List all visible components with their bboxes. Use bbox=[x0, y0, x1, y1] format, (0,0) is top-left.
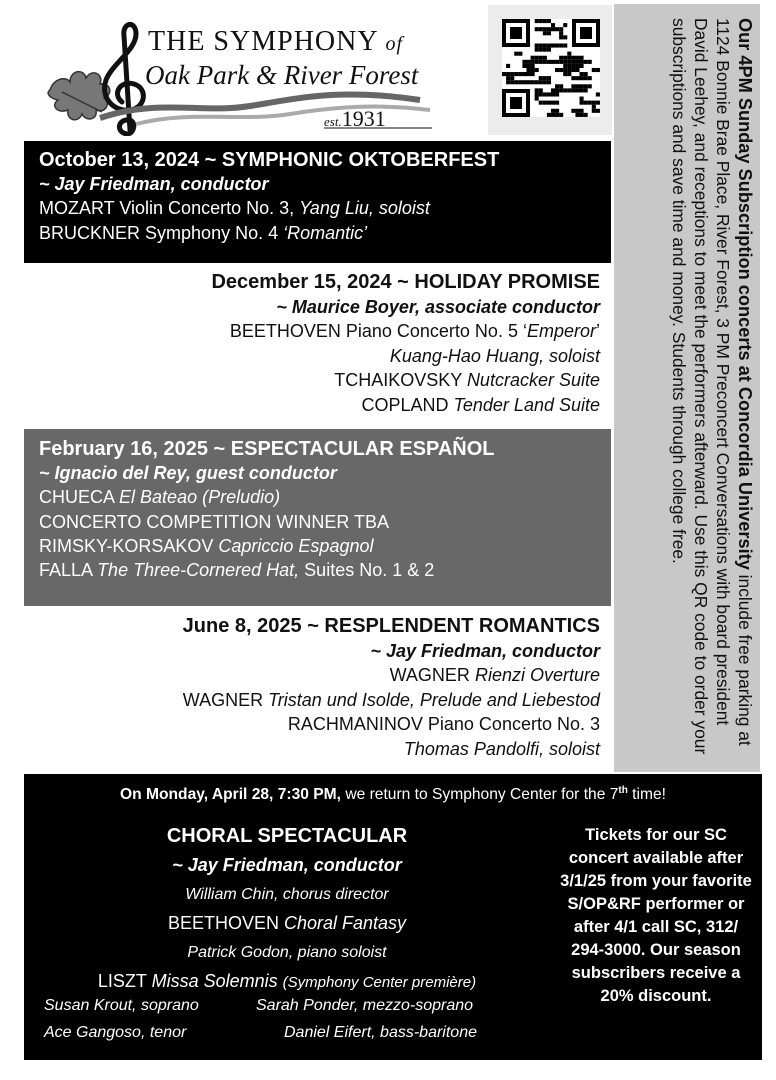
soloist: Patrick Godon, piano soloist bbox=[187, 944, 387, 961]
concert-resplendent-romantics bbox=[24, 614, 600, 761]
program-line: COPLAND Tender Land Suite bbox=[361, 394, 600, 415]
program-line: WAGNER Rienzi Overture bbox=[389, 665, 600, 685]
program-line: MOZART Violin Concerto No. 3, Yang Liu, soloist bbox=[39, 198, 430, 219]
conductor: ~ Jay Friedman, conductor bbox=[39, 174, 269, 195]
concert-heading: December 15, 2024 ~ HOLIDAY PROMISE bbox=[211, 271, 600, 293]
concert-heading: June 8, 2025 ~ RESPLENDENT ROMANTICS bbox=[182, 615, 600, 637]
program-line: WAGNER Tristan und Isolde, Prelude and Liebestod bbox=[182, 689, 600, 710]
concert-oktoberfest bbox=[24, 141, 611, 263]
logo-subtitle: Oak Park & River Forest bbox=[145, 60, 419, 90]
concert-heading: CHORAL SPECTACULAR bbox=[166, 825, 408, 847]
subscription-info-text bbox=[614, 4, 760, 772]
program-line: BEETHOVEN Choral Fantasy bbox=[167, 913, 407, 933]
concert-holiday-promise bbox=[24, 270, 600, 417]
symphony-logo bbox=[40, 18, 440, 136]
concert-espectacular-espanol bbox=[24, 429, 611, 606]
soloist: Ace Gangoso, tenor bbox=[44, 1024, 187, 1041]
program-line: RACHMANINOV Piano Concerto No. 3 bbox=[287, 714, 600, 734]
logo-established: est.1931 bbox=[324, 106, 386, 131]
soloist: Daniel Eifert, bass-baritone bbox=[284, 1024, 477, 1041]
conductor: ~ Jay Friedman, conductor bbox=[172, 855, 402, 875]
program-line: BRUCKNER Symphony No. 4 ‘Romantic’ bbox=[39, 222, 368, 243]
program-line: LISZT Missa Solemnis (Symphony Center première) bbox=[97, 971, 477, 991]
conductor: ~ Ignacio del Rey, guest conductor bbox=[39, 463, 337, 484]
symphony-center-announcement: On Monday, April 28, 7:30 PM, we return to Symphony Center for the 7th time! bbox=[120, 785, 666, 804]
choral-spectacular bbox=[32, 822, 542, 997]
conductor: ~ Maurice Boyer, associate conductor bbox=[276, 296, 600, 317]
subscription-body: include free parking at 1124 Bonnie Brae Place, River Forest, 3 PM Preconcert Conversations with board president David Leehey, and receptions to meet the performers afterward. Use this QR code to order your subscriptions and save time and money. Students through college free. bbox=[669, 18, 755, 755]
ticket-info: Tickets for our SC concert available after 3/1/25 from your favorite S/OP&RF performer or after 4/1 call SC, 312/ 294-3000. Our season subscribers receive a 20% discount. bbox=[560, 826, 752, 1005]
chorus-director: William Chin, chorus director bbox=[185, 886, 389, 903]
program-line: CHUECA El Bateao (Preludio) bbox=[39, 487, 281, 508]
symphony-center-panel bbox=[24, 774, 762, 1060]
soloist: Thomas Pandolfi, soloist bbox=[403, 738, 600, 759]
program-line: RIMSKY-KORSAKOV Capriccio Espagnol bbox=[39, 535, 374, 556]
logo-title: THE SYMPHONY of bbox=[148, 26, 404, 57]
soloist: Sarah Ponder, mezzo-soprano bbox=[256, 997, 474, 1014]
concert-heading: February 16, 2025 ~ ESPECTACULAR ESPAÑOL bbox=[39, 438, 495, 460]
soloist: Susan Krout, soprano bbox=[44, 997, 199, 1014]
subscription-info-panel bbox=[614, 4, 760, 772]
qr-code[interactable] bbox=[488, 5, 612, 135]
vocal-soloists bbox=[44, 992, 544, 1046]
conductor: ~ Jay Friedman, conductor bbox=[370, 640, 600, 661]
program-line: TCHAIKOVSKY Nutcracker Suite bbox=[334, 370, 600, 390]
soloist: Kuang-Hao Huang, soloist bbox=[389, 345, 600, 366]
concert-heading: October 13, 2024 ~ SYMPHONIC OKTOBERFEST bbox=[39, 149, 500, 171]
program-line: CONCERTO COMPETITION WINNER TBA bbox=[39, 511, 390, 532]
program-line: BEETHOVEN Piano Concerto No. 5 ‘Emperor’ bbox=[229, 321, 600, 341]
subscription-title: Our 4PM Sunday Subscription concerts at Concordia University bbox=[735, 18, 755, 570]
qr-code-image bbox=[488, 5, 612, 135]
program-line: FALLA The Three-Cornered Hat, Suites No. 1 & 2 bbox=[39, 560, 435, 581]
